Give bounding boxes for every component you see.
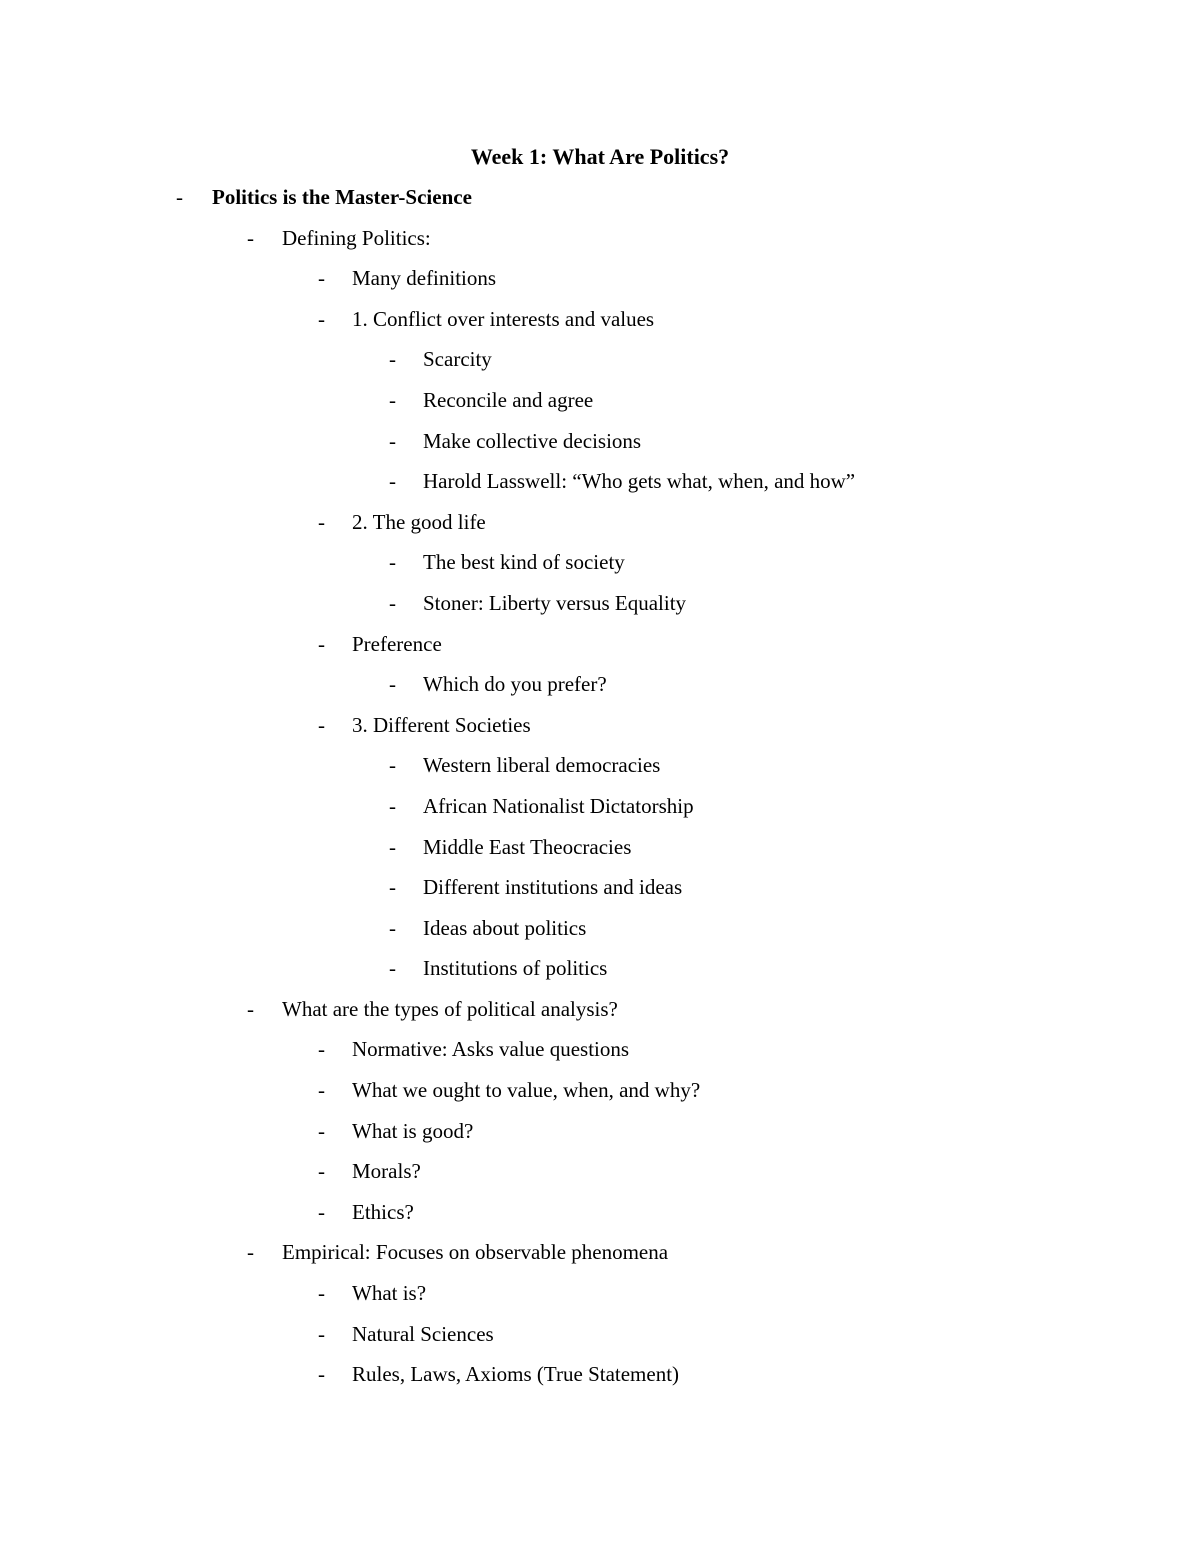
outline-item-text: Harold Lasswell: “Who gets what, when, and how” xyxy=(423,469,856,494)
outline-item-text: African Nationalist Dictatorship xyxy=(423,793,694,818)
outline-item-text: Natural Sciences xyxy=(352,1321,494,1346)
bullet-dash: - xyxy=(389,347,396,372)
outline-item-text: What is? xyxy=(352,1281,427,1306)
outline-item-text: Many definitions xyxy=(352,266,497,291)
bullet-dash: - xyxy=(318,1281,325,1306)
outline-item xyxy=(0,424,1200,465)
outline-item xyxy=(0,302,1200,343)
outline-item xyxy=(0,708,1200,749)
outline-item xyxy=(0,992,1200,1033)
outline-item xyxy=(0,667,1200,708)
outline-item-text: What we ought to value, when, and why? xyxy=(352,1078,701,1103)
bullet-dash: - xyxy=(247,225,254,250)
outline-item-text: Empirical: Focuses on observable phenomena xyxy=(282,1240,669,1265)
outline-item xyxy=(0,383,1200,424)
outline-item-text: The best kind of society xyxy=(423,550,625,575)
outline-item xyxy=(0,627,1200,668)
bullet-dash: - xyxy=(389,428,396,453)
bullet-dash: - xyxy=(389,875,396,900)
outline-item-text: Reconcile and agree xyxy=(423,387,594,412)
outline-item-text: 3. Different Societies xyxy=(352,712,531,737)
bullet-dash: - xyxy=(318,1037,325,1062)
bullet-dash: - xyxy=(389,672,396,697)
outline-item-text: Politics is the Master-Science xyxy=(212,185,472,209)
document-title: Week 1: What Are Politics? xyxy=(470,144,730,169)
outline-item xyxy=(0,1032,1200,1073)
bullet-dash: - xyxy=(318,266,325,291)
outline-item-text: What is good? xyxy=(352,1118,474,1143)
bullet-dash: - xyxy=(389,469,396,494)
outline-item-text: Western liberal democracies xyxy=(423,753,661,778)
outline-item xyxy=(0,1114,1200,1155)
outline-item xyxy=(0,911,1200,952)
bullet-dash: - xyxy=(389,834,396,859)
bullet-dash: - xyxy=(318,1199,325,1224)
outline-item-text: Rules, Laws, Axioms (True Statement) xyxy=(352,1362,680,1387)
bullet-dash: - xyxy=(318,306,325,331)
outline-item xyxy=(0,870,1200,911)
outline-item xyxy=(0,1154,1200,1195)
outline-item xyxy=(0,748,1200,789)
bullet-dash: - xyxy=(318,712,325,737)
outline-item-text: Normative: Asks value questions xyxy=(352,1037,630,1062)
outline-item xyxy=(0,586,1200,627)
bullet-dash: - xyxy=(389,915,396,940)
bullet-dash: - xyxy=(318,1321,325,1346)
bullet-dash: - xyxy=(389,550,396,575)
outline-item-text: Ethics? xyxy=(352,1199,414,1224)
outline-item-text: Stoner: Liberty versus Equality xyxy=(423,590,687,615)
bullet-dash: - xyxy=(318,1362,325,1387)
outline-item-text: Make collective decisions xyxy=(423,428,642,453)
bullet-dash: - xyxy=(318,1118,325,1143)
bullet-dash: - xyxy=(176,185,183,209)
outline-item xyxy=(0,789,1200,830)
outline-item-text: Preference xyxy=(352,631,442,656)
outline-item-text: Ideas about politics xyxy=(423,915,587,940)
bullet-dash: - xyxy=(318,631,325,656)
outline-item xyxy=(0,1357,1200,1398)
bullet-dash: - xyxy=(389,387,396,412)
outline-item-text: Defining Politics: xyxy=(282,225,431,250)
outline-list xyxy=(0,180,1200,1398)
outline-item xyxy=(0,1276,1200,1317)
outline-item-text: Morals? xyxy=(352,1159,421,1184)
bullet-dash: - xyxy=(389,956,396,981)
outline-item-text: 1. Conflict over interests and values xyxy=(352,306,655,331)
bullet-dash: - xyxy=(389,753,396,778)
outline-item xyxy=(0,830,1200,871)
bullet-dash: - xyxy=(389,793,396,818)
outline-item-text: Middle East Theocracies xyxy=(423,834,632,859)
outline-item-text: Institutions of politics xyxy=(423,956,608,981)
outline-item xyxy=(0,1235,1200,1276)
outline-item xyxy=(0,180,1200,221)
outline-item-text: 2. The good life xyxy=(352,509,486,534)
outline-item-text: What are the types of political analysis? xyxy=(282,996,618,1021)
bullet-dash: - xyxy=(318,509,325,534)
outline-item xyxy=(0,464,1200,505)
outline-item-text: Different institutions and ideas xyxy=(423,875,683,900)
outline-item xyxy=(0,261,1200,302)
outline-item xyxy=(0,1195,1200,1236)
bullet-dash: - xyxy=(318,1078,325,1103)
bullet-dash: - xyxy=(247,1240,254,1265)
outline-item xyxy=(0,545,1200,586)
bullet-dash: - xyxy=(247,996,254,1021)
outline-item xyxy=(0,1317,1200,1358)
outline-item xyxy=(0,1073,1200,1114)
outline-item xyxy=(0,505,1200,546)
outline-item xyxy=(0,342,1200,383)
outline-item-text: Scarcity xyxy=(423,347,492,372)
bullet-dash: - xyxy=(389,590,396,615)
outline-item-text: Which do you prefer? xyxy=(423,672,607,697)
outline-item xyxy=(0,951,1200,992)
bullet-dash: - xyxy=(318,1159,325,1184)
outline-item xyxy=(0,221,1200,262)
